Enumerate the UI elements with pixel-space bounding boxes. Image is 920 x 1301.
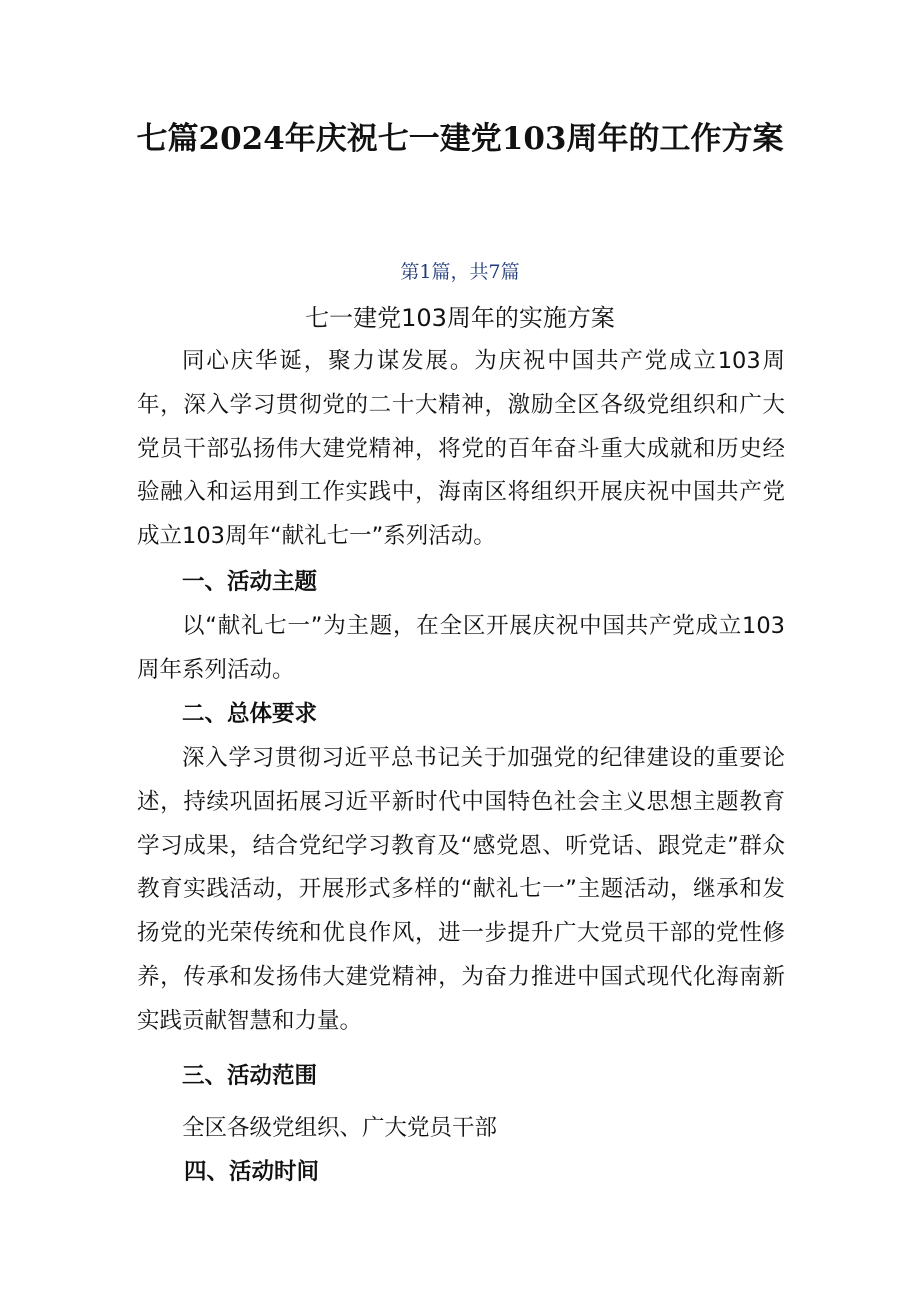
section-heading-time: 四、活动时间 <box>184 1159 320 1185</box>
section-heading-requirements: 二、总体要求 <box>182 701 318 727</box>
section-heading-scope: 三、活动范围 <box>182 1063 318 1089</box>
document-title: 七篇2024年庆祝七一建党103周年的工作方案 <box>136 121 784 157</box>
section-heading-theme: 一、活动主题 <box>182 569 318 595</box>
part-counter: 第1篇，共7篇 <box>400 261 520 283</box>
section-body-requirements: 深入学习贯彻习近平总书记关于加强党的纪律建设的重要论述，持续巩固拓展习近平新时代中国特色社会主义思想主题教育学习成果，结合党纪学习教育及“感党恩、听党话、跟党走”群众教育实践活动，开展形式多样的“献礼七一”主题活动，继承和发扬党的光荣传统和优良作风，进一步提升广大党员干部的党性修养，传承和发扬伟大建党精神，为奋力推进中国式现代化海南新实践贡献智慧和力量。 <box>137 745 785 1034</box>
document-subtitle: 七一建党103周年的实施方案 <box>305 304 615 332</box>
intro-paragraph: 同心庆华诞，聚力谋发展。为庆祝中国共产党成立103周年，深入学习贯彻党的二十大精神，激励全区各级党组织和广大党员干部弘扬伟大建党精神，将党的百年奋斗重大成就和历史经验融入和运用到工作实践中，海南区将组织开展庆祝中国共产党成立103周年“献礼七一”系列活动。 <box>137 348 785 550</box>
section-body-scope: 全区各级党组织、广大党员干部 <box>182 1115 498 1141</box>
section-body-theme: 以“献礼七一”为主题，在全区开展庆祝中国共产党成立103周年系列活动。 <box>137 613 785 683</box>
